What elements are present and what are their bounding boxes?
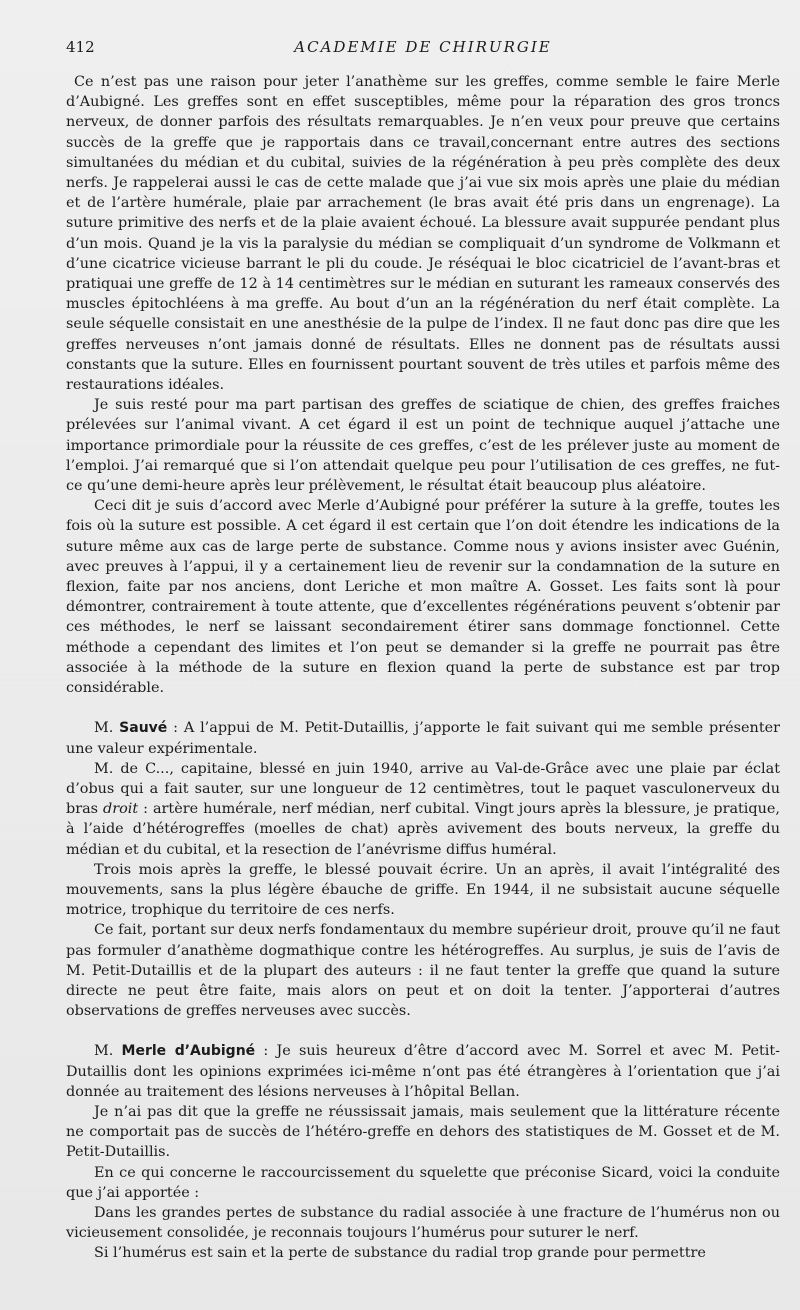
paragraph: Je n’ai pas dit que la greffe ne réussissait jamais, mais seulement que la littérature récente ne comportait pas de succès de l’hétéro-greffe en dehors des statistiques de M. Gosset et de M. Petit-Dutaillis.: [66, 1103, 780, 1161]
body-text: [66, 72, 780, 1264]
sauve-case-text-end: : artère humérale, nerf médian, nerf cubital. Vingt jours après la blessure, je pratique, à l’aide d’hétérogreffes (moelles de chat) après avivement des bouts nerveux, la greffe du médian et du cubital, et la resection de l’anévrisme diffus huméral.: [66, 801, 780, 858]
sauve-intro: [66, 718, 780, 758]
merle-intro: [66, 1041, 780, 1102]
paragraph: En ce qui concerne le raccourcissement du squelette que préconise Sicard, voici la conduite que j’ai apportée :: [66, 1164, 780, 1201]
paragraph: Ceci dit je suis d’accord avec Merle d’Aubigné pour préférer la suture à la greffe, toutes les fois où la suture est possible. A cet égard il est certain que l’on doit étendre les indications de la suture même aux cas de large perte de substance. Comme nous y avions insister avec Guénin, avec preuves à l’appui, il y a certainement lieu de revenir sur la condamnation de la suture en flexion, faite par nos anciens, dont Leriche et mon maître A. Gosset. Les faits sont là pour démontrer, contrairement à toute attente, que d’excellentes régénérations peuvent s’obtenir par ces méthodes, le nerf se laissant secondairement étirer sans dommage fonctionnel. Cette méthode a cependant des limites et l’on peut se demander si la greffe ne pourrait pas être associée à la méthode de la suture en flexion quand la perte de substance est par trop considérable.: [66, 498, 780, 697]
merle-lead: M.: [94, 1043, 122, 1060]
paragraph: Ce fait, portant sur deux nerfs fondamentaux du membre supérieur droit, prouve qu’il ne faut pas formuler d’anathème dogmathique contre les hétérogreffes. Au surplus, je suis de l’avis de M. Petit-Dutaillis et de la plupart des auteurs : il ne faut tenter la greffe que quand la suture directe ne peut être faite, mais alors on peut et on doit la tenter. J’apporterai d’autres observations de greffes nerveuses avec succès.: [66, 922, 780, 1020]
sauve-case-text: M. de C..., capitaine, blessé en juin 1940, arrive au Val-de-Grâce avec une plaie par éclat d’obus qui a fait sauter, sur une longueur de 12 centimètres, tout le paquet vasculonerveux du bras: [66, 760, 780, 818]
page-header: [66, 38, 780, 64]
sauve-lead: M.: [94, 720, 120, 737]
sauve-case: [66, 759, 780, 860]
speaker-name: Merle d’Aubigné: [121, 1043, 256, 1060]
paragraph: Dans les grandes pertes de substance du radial associée à une fracture de l’humérus non ou vicieusement consolidée, je reconnais toujours l’humérus pour suturer le nerf.: [66, 1204, 780, 1242]
page-number: 412: [66, 38, 95, 56]
merle-intro-text: : Je suis heureux d’être d’accord avec M. Sorrel et avec M. Petit-Dutaillis dont les opinions exprimées ici-même n’ont pas été étrangères à l’orientation que j’ai donnée au traitement des lésions nerveuses à l’hôpital Bellan.: [66, 1043, 780, 1100]
section-gap: [66, 1021, 780, 1041]
paragraph: Si l’humérus est sain et la perte de substance du radial trop grande pour permettre: [94, 1245, 706, 1262]
sauve-intro-text: : A l’appui de M. Petit-Dutaillis, j’apporte le fait suivant qui me semble présenter une valeur expérimentale.: [66, 720, 780, 757]
speaker-name: Sauvé: [119, 720, 168, 737]
paragraph: Ce n’est pas une raison pour jeter l’anathème sur les greffes, comme semble le faire Merle d’Aubigné. Les greffes sont en effet susceptibles, même pour la réparation des gros troncs nerveux, de donner parfois des résultats remarquables. Je n’en veux pour preuve que certains succès de la greffe que je rapportais dans ce travail,concernant entre autres des sections simultanées du médian et du cubital, suivies de la régénération à peu près complète des deux nerfs. Je rappelerai aussi le cas de cette malade que j’ai vue six mois après une plaie du médian et de l’artère humérale, plaie par arrachement (le bras avait été pris dans un engrenage). La suture primitive des nerfs et de la plaie avaient échoué. La blessure avait suppurée pendant plus d’un mois. Quand je la vis la paralysie du médian se compliquait d’un syndrome de Volkmann et d’une cicatrice vicieuse barrant le pli du coude. Je réséquai le bloc cicatriciel de l’avant-bras et pratiquai une greffe de 12 à 14 centimètres sur le médian en suturant les rameaux conservés des muscles épitochléens à ma greffe. Au bout d’un an la régénération du nerf était complète. La seule séquelle consistait en une anesthésie de la pulpe de l’index. Il ne faut donc pas dire que les greffes nerveuses n’ont jamais donné de résultats. Elles ne donnent pas de résultats aussi constants que la suture. Elles en fournissent pourtant souvent de très utiles et parfois même des restaurations idéales.: [66, 74, 780, 394]
paragraph: Trois mois après la greffe, le blessé pouvait écrire. Un an après, il avait l’intégralité des mouvements, sans la plus légère ébauche de griffe. En 1944, il ne subsistait aucune séquelle motrice, trophique du territoire de ces nerfs.: [66, 861, 780, 919]
paragraph: Je suis resté pour ma part partisan des greffes de sciatique de chien, des greffes fraiches prélevées sur l’animal vivant. A cet égard il est un point de technique auquel j’attache une importance primordiale pour la réussite de ces greffes, c’est de les prélever juste au moment de l’emploi. J’ai remarqué que si l’on attendait quelque peu pour l’utilisation de ces greffes, ne fut-ce qu’une demi-heure après leur prélèvement, le résultat était beaucoup plus aléatoire.: [66, 397, 780, 495]
italic-word: droit: [103, 801, 139, 818]
running-title: ACADEMIE DE CHIRURGIE: [294, 38, 552, 56]
section-gap: [66, 698, 780, 718]
